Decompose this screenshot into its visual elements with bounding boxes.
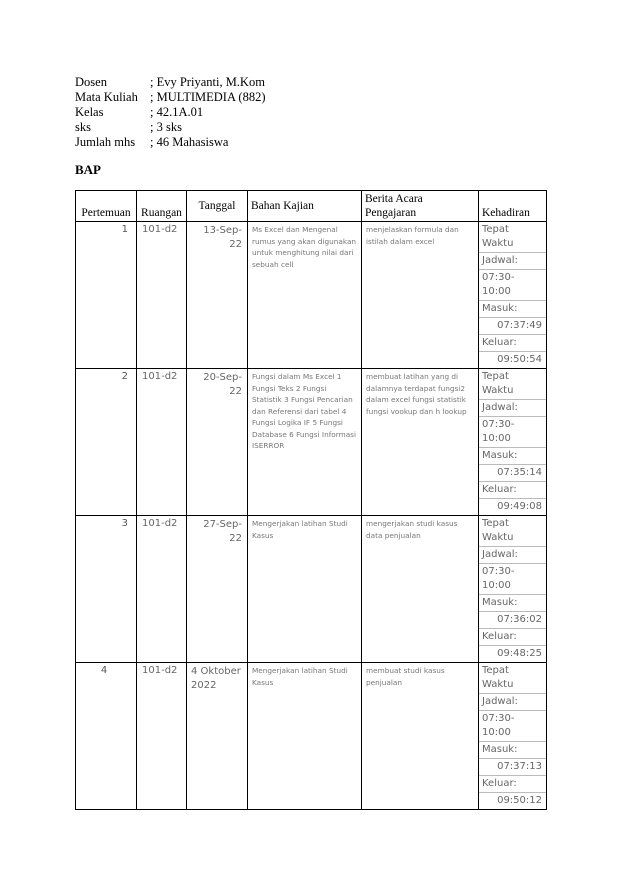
info-row-jumlah-mhs <box>75 135 266 150</box>
berita-acara-cell: membuat studi kasus penjualan <box>362 663 479 810</box>
info-value: ; 42.1A.01 <box>150 105 204 119</box>
bahan-kajian-cell: Mengerjakan latihan Studi Kasus <box>248 663 362 810</box>
masuk-value: 07:36:02 <box>479 612 546 629</box>
tanggal-cell: 27-Sep-22 <box>187 516 248 663</box>
kehadiran-status: Tepat Waktu <box>479 369 546 400</box>
info-row-dosen <box>75 75 266 90</box>
pertemuan-cell: 1 <box>76 222 137 369</box>
jadwal-value: 07:30-10:00 <box>479 417 546 448</box>
masuk-label: Masuk: <box>479 742 546 759</box>
ruangan-cell: 101-d2 <box>137 516 187 663</box>
jadwal-label: Jadwal: <box>479 547 546 564</box>
jadwal-value: 07:30-10:00 <box>479 711 546 742</box>
header-kehadiran: Kehadiran <box>479 191 547 222</box>
info-row-kelas <box>75 105 266 120</box>
tanggal-cell: 4 Oktober 2022 <box>187 663 248 810</box>
info-value: ; Evy Priyanti, M.Kom <box>150 75 265 89</box>
masuk-value: 07:35:14 <box>479 465 546 482</box>
header-tanggal: Tanggal <box>187 191 248 222</box>
info-label: sks <box>75 120 91 134</box>
masuk-value: 07:37:49 <box>479 318 546 335</box>
info-value: ; MULTIMEDIA (882) <box>150 90 266 104</box>
keluar-label: Keluar: <box>479 776 546 793</box>
kehadiran-status: Tepat Waktu <box>479 516 546 547</box>
header-berita-acara: Berita Acara Pengajaran <box>362 191 479 222</box>
keluar-label: Keluar: <box>479 629 546 646</box>
kehadiran-cell <box>479 369 547 516</box>
kehadiran-cell <box>479 663 547 810</box>
table-row <box>76 369 547 516</box>
jadwal-value: 07:30-10:00 <box>479 564 546 595</box>
pertemuan-cell: 3 <box>76 516 137 663</box>
keluar-value: 09:50:54 <box>497 354 542 365</box>
jadwal-label: Jadwal: <box>479 400 546 417</box>
course-info <box>75 75 266 150</box>
info-value: ; 3 sks <box>150 120 182 134</box>
bap-heading: BAP <box>75 162 101 177</box>
tanggal-cell: 20-Sep-22 <box>187 369 248 516</box>
masuk-label: Masuk: <box>479 448 546 465</box>
kehadiran-cell <box>479 516 547 663</box>
kehadiran-status: Tepat Waktu <box>479 663 546 694</box>
kehadiran-cell <box>479 222 547 369</box>
keluar-value: 09:48:25 <box>497 648 542 659</box>
ruangan-cell: 101-d2 <box>137 663 187 810</box>
tanggal-cell: 13-Sep-22 <box>187 222 248 369</box>
keluar-value: 09:49:08 <box>497 501 542 512</box>
header-ruangan: Ruangan <box>137 191 187 222</box>
jadwal-value: 07:30-10:00 <box>479 270 546 301</box>
berita-acara-cell: menjelaskan formula dan istilah dalam excel <box>362 222 479 369</box>
keluar-value: 09:50:12 <box>497 795 542 806</box>
info-row-mata-kuliah <box>75 90 266 105</box>
ruangan-cell: 101-d2 <box>137 369 187 516</box>
ruangan-cell: 101-d2 <box>137 222 187 369</box>
table-row <box>76 516 547 663</box>
bahan-kajian-cell: Ms Excel dan Mengenal rumus yang akan digunakan untuk menghitung nilai dari sebuah cell <box>248 222 362 369</box>
pertemuan-cell: 2 <box>76 369 137 516</box>
keluar-label: Keluar: <box>479 482 546 499</box>
jadwal-label: Jadwal: <box>479 694 546 711</box>
keluar-label: Keluar: <box>479 335 546 352</box>
info-label: Jumlah mhs <box>75 135 136 149</box>
info-label: Mata Kuliah <box>75 90 138 104</box>
berita-acara-cell: membuat latihan yang di dalamnya terdapat fungsi2 dalam excel fungsi statistik fungsi vookup dan h lookup <box>362 369 479 516</box>
info-label: Kelas <box>75 105 104 119</box>
header-bahan-kajian: Bahan Kajian <box>248 191 362 222</box>
masuk-value: 07:37:13 <box>479 759 546 776</box>
table-row <box>76 663 547 810</box>
info-label: Dosen <box>75 75 107 89</box>
berita-acara-cell: mengerjakan studi kasus data penjualan <box>362 516 479 663</box>
header-pertemuan: Pertemuan <box>76 191 137 222</box>
jadwal-label: Jadwal: <box>479 253 546 270</box>
masuk-label: Masuk: <box>479 301 546 318</box>
table-row <box>76 222 547 369</box>
bahan-kajian-cell: Fungsi dalam Ms Excel 1 Fungsi Teks 2 Fungsi Statistik 3 Fungsi Pencarian dan Referensi dari tabel 4 Fungsi Logika IF 5 Fungsi Database 6 Fungsi Informasi ISERROR <box>248 369 362 516</box>
bahan-kajian-cell: Mengerjakan latihan Studi Kasus <box>248 516 362 663</box>
kehadiran-status: Tepat Waktu <box>479 222 546 253</box>
masuk-label: Masuk: <box>479 595 546 612</box>
pertemuan-cell: 4 <box>76 663 137 810</box>
bap-table <box>75 190 547 810</box>
info-row-sks <box>75 120 266 135</box>
info-value: ; 46 Mahasiswa <box>150 135 229 149</box>
table-header-row <box>76 191 547 222</box>
